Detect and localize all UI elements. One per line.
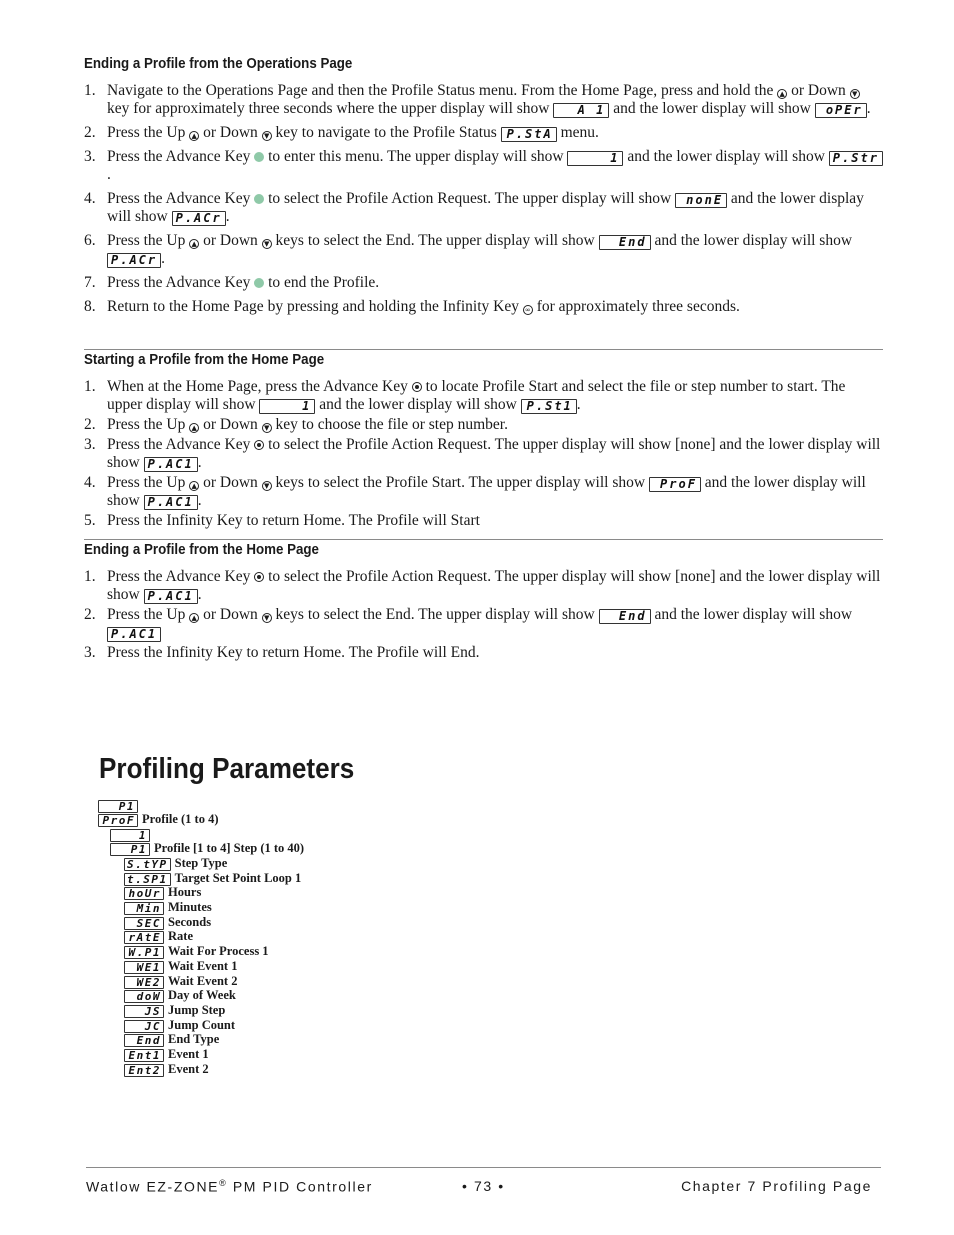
step-text: . [197,586,202,603]
parameter-code: P1 [98,800,138,813]
step-text: Navigate to the Operations Page and then the Profile Status menu. From the Home Page, press and hold the [107,82,778,99]
parameter-row [110,827,150,841]
display-readout: P.StA [501,127,557,142]
parameter-label: Profile [1 to 4] Step (1 to 40) [154,841,305,855]
step-text: or Down [787,82,850,99]
parameter-label: Event 2 [168,1062,209,1076]
section-ending-ops [84,55,884,316]
section-heading: Ending a Profile from the Operations Page [84,56,353,72]
step-text: key to navigate to the Profile Status [271,124,501,141]
section-heading: Starting a Profile from the Home Page [84,352,325,368]
parameter-label: Profile (1 to 4) [142,812,219,826]
step-item [84,436,884,472]
section-heading: Ending a Profile from the Home Page [84,542,319,558]
step-text: When at the Home Page, press the Advance Key [107,378,412,395]
footer-model: PM PID Controller [227,1178,373,1195]
step-text: or Down [199,474,262,491]
up-key-icon: ▲ [189,131,199,141]
down-key-icon: ▼ [262,481,272,491]
down-key-icon: ▼ [262,423,272,433]
step-item [84,232,884,268]
parameter-code: P1 [110,843,150,856]
step-text: Press the Advance Key [107,568,255,585]
step-number: 1. [84,378,96,395]
parameter-label: Jump Count [168,1018,236,1032]
parameter-label: Target Set Point Loop 1 [174,871,302,885]
parameter-row [124,1018,235,1032]
down-key-icon: ▼ [262,239,272,249]
step-item [84,190,884,226]
step-list [84,82,884,316]
down-key-icon: ▼ [850,89,860,99]
step-item [84,274,884,292]
parameter-label: Event 1 [168,1047,209,1061]
parameter-code: JS [124,1005,164,1018]
parameter-code: Ent2 [124,1064,164,1077]
display-readout: ProF [649,477,701,492]
parameter-code: t.SP1 [124,873,171,886]
down-key-icon: ▼ [262,613,272,623]
step-text: Press the Advance Key [107,148,255,165]
up-key-icon: ▲ [189,481,199,491]
display-readout: P.ACr [172,211,226,226]
footer-brand: Watlow EZ-ZONE [86,1178,220,1195]
step-number: 3. [84,644,96,661]
step-list [84,568,884,662]
step-item [84,644,884,662]
step-text: to end the Profile. [264,274,380,291]
step-text: . [866,100,871,117]
step-item [84,512,884,530]
step-text: and the lower display will show [650,232,853,249]
section-starting-home [84,351,884,530]
step-text: to locate Profile Start and select the file or step number to start. The upper display will show [107,378,846,413]
parameter-row [124,988,236,1002]
step-text: for approximately three seconds. [532,298,740,315]
parameter-row [124,944,269,958]
parameter-code: 1 [110,829,150,842]
registered-mark: ® [219,1178,228,1188]
step-number: 8. [84,298,96,315]
parameter-row [124,974,237,988]
step-text: . [197,492,202,509]
step-item [84,82,884,118]
step-text: keys to select the End. The upper display will show [271,232,599,249]
section-ending-home [84,541,884,662]
parameter-label: Wait For Process 1 [168,944,269,958]
step-text: key to choose the file or step number. [271,416,508,433]
page-number: • 73 • [462,1178,505,1194]
display-readout: P.Str [829,151,883,166]
step-text: and the lower display will show [609,100,815,117]
step-text: to enter this menu. The upper display will show [264,148,568,165]
parameter-row [124,959,237,973]
parameter-label: Day of Week [168,988,236,1002]
parameter-row [124,885,201,899]
display-readout: P.St1 [521,399,577,414]
step-text: . [225,208,230,225]
display-readout: P.AC1 [144,457,198,472]
parameter-row [124,1047,209,1061]
step-item [84,474,884,510]
step-number: 2. [84,606,96,623]
step-list [84,378,884,530]
display-readout: End [599,609,651,624]
step-number: 6. [84,232,96,249]
step-number: 1. [84,568,96,585]
infinity-key-icon: ∞ [523,305,533,315]
step-text: or Down [199,124,262,141]
parameter-label: Wait Event 1 [168,959,238,973]
step-text: Return to the Home Page by pressing and holding the Infinity Key [107,298,523,315]
parameter-row [124,900,212,914]
parameter-label: Wait Event 2 [168,974,238,988]
down-key-icon: ▼ [262,131,272,141]
parameter-label: Jump Step [168,1003,226,1017]
step-number: 2. [84,124,96,141]
step-text: or Down [199,416,262,433]
step-text: to select the Profile Action Request. The upper display will show [none] and the lower display will show [107,568,881,603]
advance-key-icon [254,572,264,582]
display-readout: P.AC1 [144,589,198,604]
parameter-label: Minutes [168,900,212,914]
step-number: 4. [84,190,96,207]
parameter-label: Step Type [174,856,228,870]
step-text: . [576,396,581,413]
step-text: . [161,250,165,267]
advance-key-icon [254,440,264,450]
step-text: or Down [199,232,262,249]
step-number: 7. [84,274,96,291]
step-item [84,568,884,604]
step-item [84,416,884,434]
up-key-icon: ▲ [189,239,199,249]
parameter-code: End [124,1034,164,1047]
display-readout: 1 [567,151,623,166]
parameter-label: Seconds [168,915,212,929]
step-number: 5. [84,512,96,529]
parameter-code: WE1 [124,961,164,974]
step-text: Press the Up [107,474,190,491]
up-key-icon: ▲ [189,613,199,623]
step-text: Press the Advance Key [107,190,255,207]
step-number: 3. [84,436,96,453]
step-text: . [107,166,111,183]
parameter-code: rAtE [124,931,164,944]
step-text: keys to select the End. The upper display will show [271,606,599,623]
step-text: Press the Infinity Key to return Home. The Profile will Start [107,512,480,529]
step-text: and the lower display will show [623,148,829,165]
parameter-label: End Type [168,1032,220,1046]
advance-key-icon [254,278,264,288]
advance-key-icon [254,194,264,204]
step-text: and the lower display will show [107,474,866,509]
display-readout: P.AC1 [144,495,198,510]
parameter-label: Rate [168,929,193,943]
parameter-code: Min [124,902,164,915]
parameter-label: Hours [168,885,202,899]
step-text: and the lower display will show [107,190,864,225]
display-readout: oPEr [815,103,867,118]
step-item [84,124,884,142]
advance-key-icon [412,382,422,392]
step-number: 2. [84,416,96,433]
up-key-icon: ▲ [189,423,199,433]
step-item [84,298,884,316]
page-title: Profiling Parameters [99,753,355,785]
display-readout: P.ACr [107,253,161,268]
step-text: Press the Up [107,232,190,249]
parameter-code: WE2 [124,976,164,989]
step-text: Press the Up [107,124,190,141]
display-readout: nonE [675,193,727,208]
parameter-row [124,929,193,943]
parameter-code: S.tYP [124,858,171,871]
display-readout: A 1 [553,103,609,118]
step-number: 3. [84,148,96,165]
parameter-code: Ent1 [124,1049,164,1062]
step-number: 1. [84,82,96,99]
step-text: Press the Up [107,416,190,433]
step-item [84,148,884,184]
parameter-row [124,1062,209,1076]
parameter-code: ProF [98,814,138,827]
step-text: and the lower display will show [650,606,853,623]
parameter-row [110,841,304,855]
step-text: key for approximately three seconds where the upper display will show [107,100,554,117]
parameter-row [124,1003,225,1017]
step-text: Press the Advance Key [107,274,255,291]
advance-key-icon [254,152,264,162]
step-text: and the lower display will show [315,396,521,413]
step-number: 4. [84,474,96,491]
section-divider [84,349,883,350]
footer-product [86,1178,373,1195]
section-divider [84,539,883,540]
step-item [84,378,884,414]
parameter-row [124,856,227,870]
display-readout: P.AC1 [107,627,161,642]
step-text: Press the Infinity Key to return Home. The Profile will End. [107,644,480,661]
parameter-row [124,871,301,885]
step-item [84,606,884,642]
step-text: menu. [556,124,599,141]
display-readout: 1 [259,399,315,414]
parameter-row [124,1032,219,1046]
step-text: or Down [199,606,262,623]
step-text: Press the Up [107,606,190,623]
footer-chapter: Chapter 7 Profiling Page [681,1178,872,1194]
parameter-row [98,812,218,826]
parameter-code: hoUr [124,887,164,900]
up-key-icon: ▲ [777,89,787,99]
parameter-code: JC [124,1020,164,1033]
parameter-row [124,915,211,929]
step-text: . [197,454,202,471]
step-text: keys to select the Profile Start. The upper display will show [271,474,649,491]
parameter-code: W.P1 [124,946,164,959]
parameter-row [98,798,138,812]
page-footer [86,1167,881,1195]
step-text: to select the Profile Action Request. The upper display will show [none] and the lower display will show [107,436,881,471]
parameter-code: SEC [124,917,164,930]
step-text: Press the Advance Key [107,436,255,453]
parameter-code: doW [124,990,164,1003]
step-text: to select the Profile Action Request. The upper display will show [264,190,676,207]
display-readout: End [599,235,651,250]
